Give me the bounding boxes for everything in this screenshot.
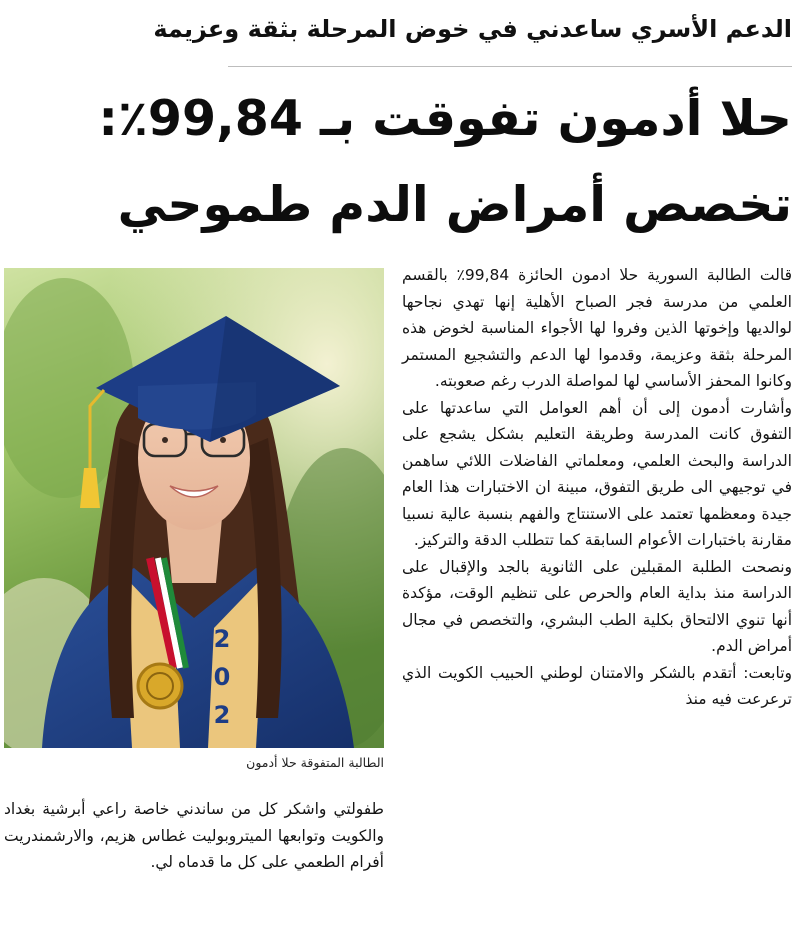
paragraph: وتابعت: أتقدم بالشكر والامتنان لوطني الحبيب الكويت الذي ترعرعت فيه منذ xyxy=(402,663,792,708)
article-kicker: الدعم الأسري ساعدني في خوض المرحلة بثقة وعزيمة xyxy=(153,15,792,43)
article-headline: حلا أدمون تفوقت بـ 99,84٪: تخصص أمراض الدم طموحي xyxy=(98,90,792,233)
paragraph: قالت الطالبة السورية حلا ادمون الحائزة 99,84٪ بالقسم العلمي من مدرسة فجر الصباح الأهلية إنها تهدي نجاحها لوالديها وإخوتها الذين وفروا لها الأجواء المناسبة لخوض هذه المرحلة بثقة وعزيمة، وقدموا لها الدعم والتشجيع المستمر وكانوا المحفز الأساسي لها لمواصلة الدرب رغم صعوبته. xyxy=(402,266,792,390)
graduate-photo xyxy=(4,268,384,748)
gown-number: 202 xyxy=(213,625,231,729)
paragraph: وأشارت أدمون إلى أن أهم العوامل التي ساعدتها على التفوق كانت المدرسة وطريقة التعليم بشكل يشجع على الدراسة والبحث العلمي، ومعلماتي الفاضلات اللائي ساهمن في توجيهي الى طريق التفوق، مبينة ان الاختبارات هذا العام جيدة ومعظمها تعتمد على الاستنتاج والفهم بنسبة عالية نسبيا مقارنة باختبارات الأعوام السابقة كما تتطلب الدقة والتركيز. xyxy=(402,398,792,549)
photo-caption: الطالبة المتفوقة حلا أدمون xyxy=(246,755,384,770)
article-column-right xyxy=(402,262,792,713)
paragraph: ونصحت الطلبة المقبلين على الثانوية بالجد والإقبال على الدراسة منذ بداية العام والحرص على تنظيم الوقت، مؤكدة أنها تنوي الالتحاق بكلية الطب البشري، والتخصص في مجال أمراض الدم. xyxy=(402,557,792,655)
kicker-divider xyxy=(228,66,792,67)
paragraph: طفولتي واشكر كل من ساندني خاصة راعي أبرشية بغداد والكويت وتوابعها الميتروبوليت غطاس هزيم، والارشمندريت أفرام الطعمي على كل ما قدماه لي. xyxy=(4,800,384,871)
article-column-left xyxy=(4,796,384,876)
